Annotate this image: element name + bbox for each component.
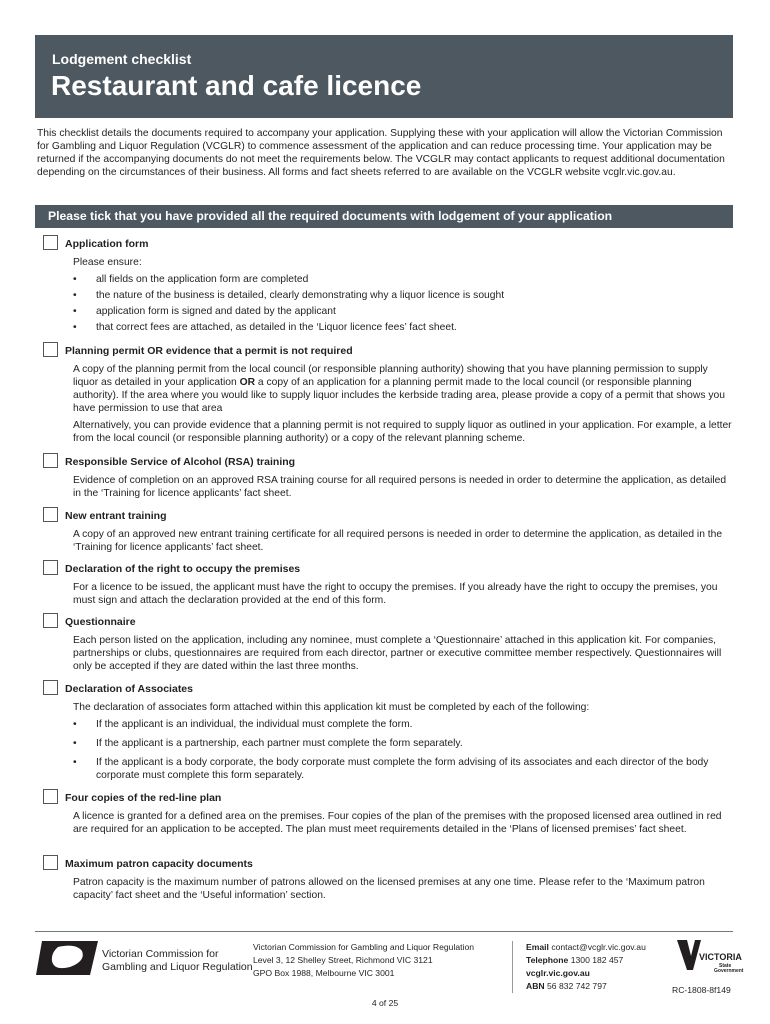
header-subtitle: Lodgement checklist — [52, 51, 192, 67]
government-label: Government — [714, 968, 744, 974]
item-heading: Maximum patron capacity documents — [65, 858, 253, 870]
item-heading: Responsible Service of Alcohol (RSA) training — [65, 456, 296, 468]
item-body: Patron capacity is the maximum number of patrons allowed on the licensed premises at any one time. Please refer to the ‘Maximum patron capacity’ fact sheet and the ‘Useful information’ section. — [73, 877, 705, 901]
text-run: a copy of an application for a planning permit made to the local council (or responsible planning authority). If the area where you would like to supply liquor includes the kerbside trading area, please provide a copy of a permit that shows you have permission to use that area — [73, 377, 725, 414]
document-reference: RC-1808-8f149 — [672, 985, 731, 995]
list-item: • If the applicant is a body corporate, the body corporate must complete the form advising of its associates and each director of the body corporate must complete this form separately. — [73, 756, 733, 782]
telephone-value: 1300 182 457 — [570, 955, 624, 965]
item-body — [73, 363, 733, 449]
item-heading: New entrant training — [65, 510, 167, 522]
logo-line: Gambling and Liquor Regulation — [102, 961, 253, 973]
intro-paragraph: This checklist details the documents required to accompany your application. Supplying these with your application will allow the Victorian Commission for Gambling and Liquor Regulation (VCGLR) to commence assessment of the application and can reduce processing time. Your application may be returned if the accompanying documents do not meet the requirements below. The VCGLR may contact applicants to request additional documentation depending on the circumstances of their business. All forms and fact sheets referred to are available on the VCGLR website vcglr.vic.gov.au. — [37, 128, 725, 178]
item-body: A copy of an approved new entrant training certificate for all required persons is needed in order to determine the application, as detailed in the ‘Training for licence applicants’ fact sheet. — [73, 529, 723, 553]
list-item: • If the applicant is an individual, the individual must complete the form. — [73, 718, 733, 731]
footer-contact — [526, 941, 646, 993]
list-item: • that correct fees are attached, as detailed in the ‘Liquor licence fees’ fact sheet. — [73, 321, 733, 334]
website-link[interactable]: vcglr.vic.gov.au — [526, 968, 590, 978]
footer-separator — [512, 941, 513, 993]
address-line: Level 3, 12 Shelley Street, Richmond VIC 3121 — [253, 955, 433, 965]
address-line: Victorian Commission for Gambling and Liquor Regulation — [253, 942, 475, 952]
victoria-state-government-logo-icon — [677, 940, 744, 974]
list-item: • the nature of the business is detailed, clearly demonstrating why a liquor licence is sought — [73, 289, 733, 302]
text-run: A copy of the planning permit from the local council (or responsible planning authority) showing that you have planning permission to supply liquor as detailed in your application — [73, 364, 708, 388]
item-heading: Application form — [65, 238, 149, 250]
abn-value: 56 832 742 797 — [547, 981, 607, 991]
item-lead: The declaration of associates form attached within this application kit must be completed by each of the following: — [73, 702, 590, 713]
item-paragraph — [73, 363, 733, 415]
abn-label: ABN — [526, 981, 545, 991]
red-line-plan-checkbox[interactable] — [43, 789, 58, 804]
item-lead: Please ensure: — [73, 257, 142, 268]
patron-capacity-checkbox[interactable] — [43, 855, 58, 870]
item-body — [73, 256, 733, 337]
footer-divider — [35, 931, 733, 932]
page-header — [35, 35, 733, 118]
planning-permit-checkbox[interactable] — [43, 342, 58, 357]
page-title: Restaurant and cafe licence — [51, 70, 422, 101]
footer-address — [253, 941, 474, 980]
list-item: • If the applicant is a partnership, each partner must complete the form separately. — [73, 737, 733, 750]
item-heading: Questionnaire — [65, 616, 136, 628]
list-item: • all fields on the application form are completed — [73, 273, 733, 286]
item-paragraph: Alternatively, you can provide evidence that a planning permit is not required to supply liquor as outlined in your application. For example, a letter from the local council (or responsible planning authority) or a copy of the relevant planning scheme. — [73, 420, 732, 444]
item-heading: Declaration of Associates — [65, 683, 193, 695]
item-body: Each person listed on the application, including any nominee, must complete a ‘Questionnaire’ attached in this application kit. For companies, partnerships or clubs, questionnaires are required from each director, partner or executive committee member respectively. Questionnaires will only be accepted if they are dated within the last three months. — [73, 635, 722, 672]
email-link[interactable]: contact@vcglr.vic.gov.au — [551, 942, 646, 952]
list-item: • application form is signed and dated by the applicant — [73, 305, 733, 318]
right-to-occupy-checkbox[interactable] — [43, 560, 58, 575]
item-body: For a licence to be issued, the applicant must have the right to occupy the premises. If you already have the right to occupy the premises, you must sign and attach the declaration provided at the end of this form. — [73, 582, 718, 606]
email-label: Email — [526, 942, 549, 952]
item-body: Evidence of completion on an approved RSA training course for all required persons is needed in order to determine the application, as detailed in the ‘Training for licence applicants’ fact sheet. — [73, 475, 727, 499]
application-form-checkbox[interactable] — [43, 235, 58, 250]
item-body: A licence is granted for a defined area on the premises. Four copies of the plan of the premises with the proposed licensed area outlined in red are required for an application to be accepted. The plan must meet requirements detailed in the ‘Plans of licensed premises’ fact sheet. — [73, 811, 722, 835]
instruction-bar: Please tick that you have provided all the required documents with lodgement of your application — [35, 205, 733, 228]
item-heading: Declaration of the right to occupy the premises — [65, 563, 301, 575]
new-entrant-training-checkbox[interactable] — [43, 507, 58, 522]
logo-line: Victorian Commission for — [102, 948, 219, 960]
emphasis-or: OR — [239, 377, 256, 388]
item-heading: Planning permit OR evidence that a permit is not required — [65, 345, 353, 357]
vcglr-logo-icon — [36, 941, 98, 975]
declaration-of-associates-checkbox[interactable] — [43, 680, 58, 695]
state-label: State — [719, 963, 732, 969]
telephone-label: Telephone — [526, 955, 569, 965]
page-number: 4 of 25 — [371, 998, 399, 1008]
victoria-wordmark: VICTORIA — [699, 952, 742, 962]
address-line: GPO Box 1988, Melbourne VIC 3001 — [253, 968, 395, 978]
questionnaire-checkbox[interactable] — [43, 613, 58, 628]
rsa-training-checkbox[interactable] — [43, 453, 58, 468]
vcglr-logo-text — [102, 948, 253, 974]
item-heading: Four copies of the red-line plan — [65, 792, 222, 804]
item-body — [73, 701, 733, 785]
